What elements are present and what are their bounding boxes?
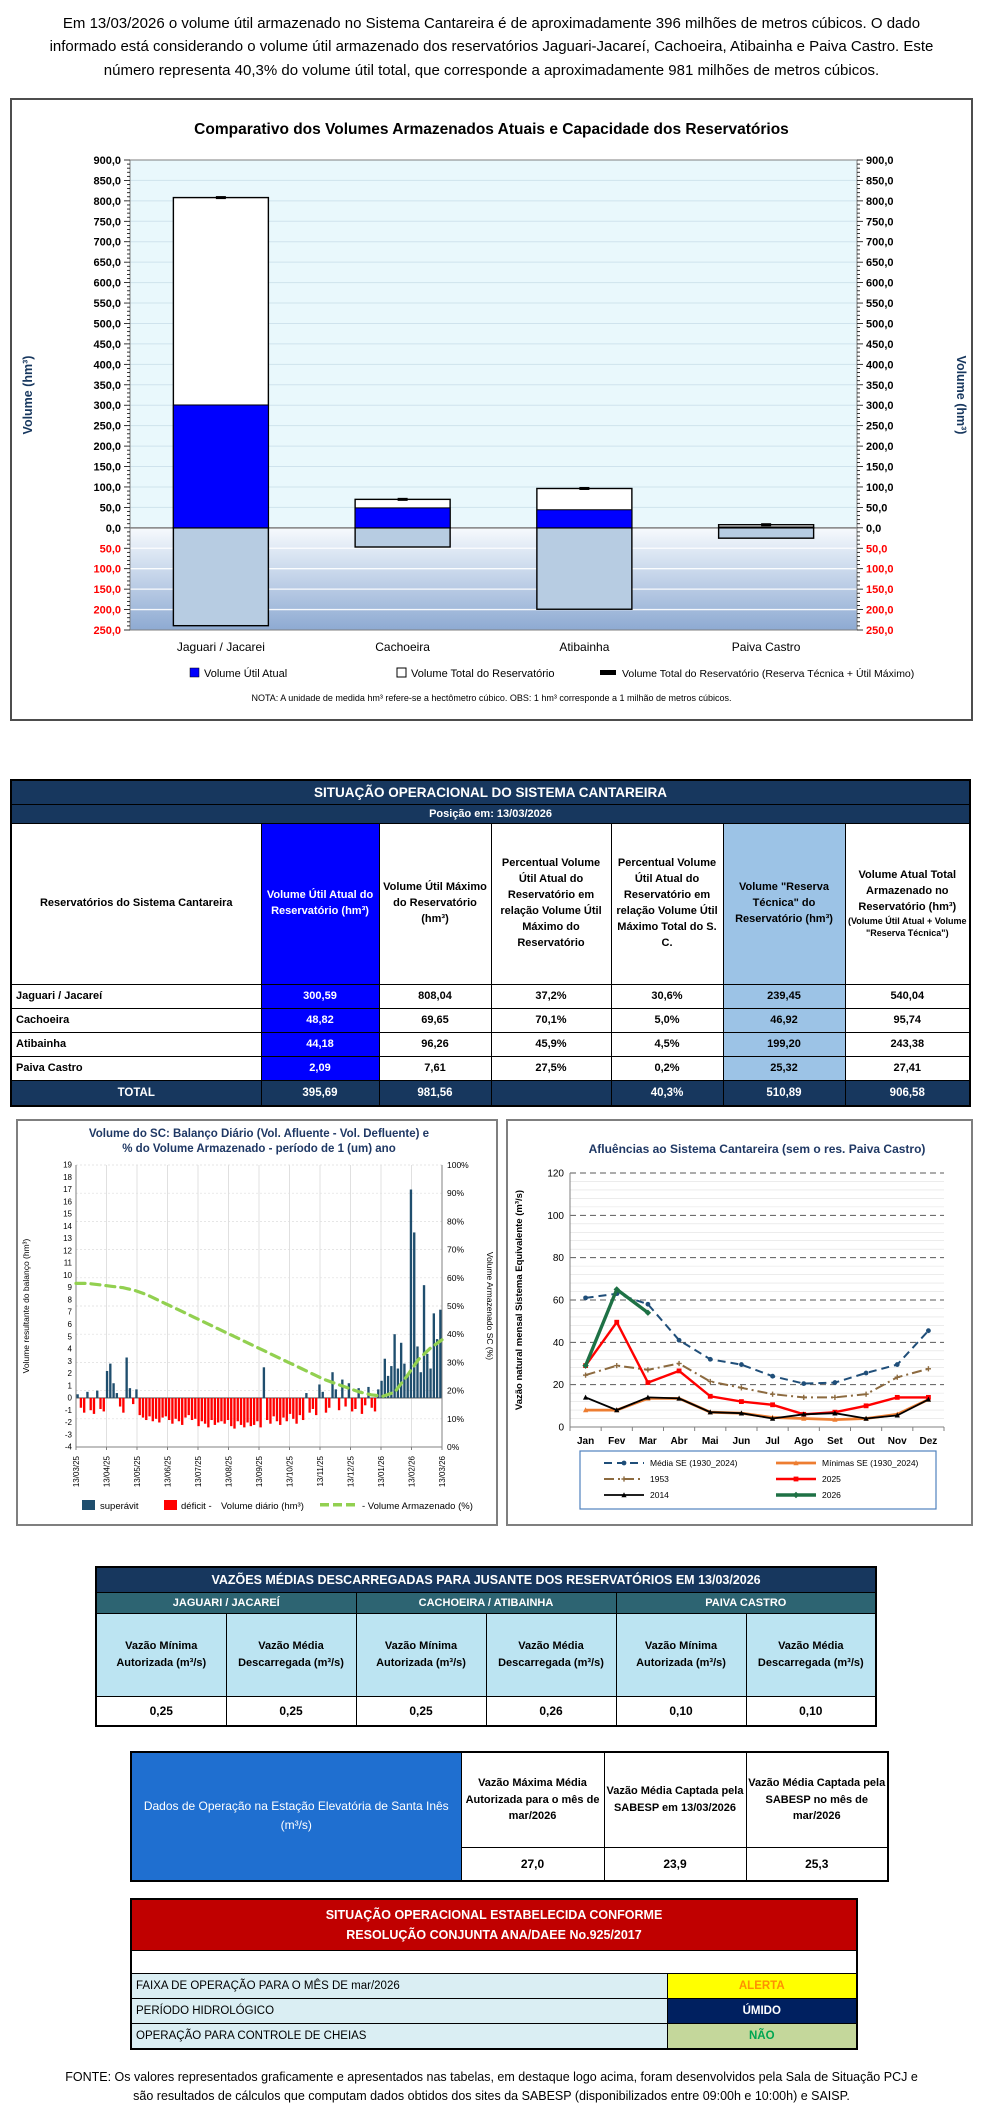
- svg-text:850,0: 850,0: [93, 175, 121, 188]
- svg-text:17: 17: [63, 1184, 72, 1194]
- svg-text:Volume Total do Reservatório: Volume Total do Reservatório: [411, 667, 555, 680]
- resolucao-spacer: [131, 1950, 857, 1973]
- svg-text:400,0: 400,0: [93, 359, 121, 372]
- svg-text:250,0: 250,0: [93, 624, 121, 637]
- santa-ines-value: 23,9: [604, 1847, 746, 1881]
- resolucao-title: SITUAÇÃO OPERACIONAL ESTABELECIDA CONFORME RESOLUÇÃO CONJUNTA ANA/DAEE No.925/2017: [131, 1899, 857, 1951]
- svg-text:40: 40: [552, 1337, 564, 1349]
- reservoir-value: 7,61: [379, 1056, 491, 1080]
- column-header-subnote: (Volume Útil Atual + Volume "Reserva Técnica"): [847, 915, 967, 938]
- total-value: 510,89: [723, 1080, 845, 1106]
- svg-text:500,0: 500,0: [866, 318, 894, 331]
- svg-text:100: 100: [547, 1210, 564, 1222]
- vazoes-column-header: Vazão Média Descarregada (m³/s): [746, 1613, 876, 1696]
- svg-text:19: 19: [63, 1160, 72, 1170]
- svg-text:150,0: 150,0: [866, 461, 894, 474]
- svg-text:13/12/25: 13/12/25: [346, 1455, 356, 1487]
- svg-text:750,0: 750,0: [93, 216, 121, 229]
- vazoes-column-header: Vazão Mínima Autorizada (m³/s): [356, 1613, 486, 1696]
- svg-text:Volume Total do Reservatório (: Volume Total do Reservatório (Reserva Técnica + Útil Máximo): [622, 667, 915, 680]
- svg-text:Volume (hm³): Volume (hm³): [21, 355, 35, 435]
- resolucao-status-badge: NÃO: [667, 2023, 857, 2049]
- vazoes-group-header: JAGUARI / JACAREÍ: [96, 1592, 356, 1613]
- svg-text:2014: 2014: [650, 1489, 669, 1500]
- total-label: TOTAL: [11, 1080, 261, 1106]
- svg-text:13/08/25: 13/08/25: [224, 1455, 234, 1487]
- svg-text:300,0: 300,0: [866, 399, 894, 412]
- svg-text:superávit: superávit: [100, 1500, 139, 1512]
- reservoir-value: 0,2%: [611, 1056, 723, 1080]
- svg-text:550,0: 550,0: [93, 297, 121, 310]
- vazoes-column-header: Vazão Mínima Autorizada (m³/s): [616, 1613, 746, 1696]
- svg-text:0%: 0%: [447, 1441, 460, 1452]
- reservoir-value: 46,92: [723, 1008, 845, 1032]
- svg-text:250,0: 250,0: [93, 420, 121, 433]
- svg-text:13/07/25: 13/07/25: [194, 1455, 203, 1487]
- svg-text:50%: 50%: [447, 1300, 465, 1311]
- svg-text:-3: -3: [64, 1430, 72, 1440]
- reservoir-value: 70,1%: [491, 1008, 611, 1032]
- svg-text:600,0: 600,0: [866, 277, 894, 290]
- svg-text:700,0: 700,0: [93, 236, 121, 249]
- reservoir-value: 95,74: [845, 1008, 970, 1032]
- reservoir-value: 44,18: [261, 1032, 379, 1056]
- reservoir-comparison-bar-chart: [12, 108, 971, 708]
- column-header: Volume "Reserva Técnica" do Reservatório (hm³): [723, 823, 845, 984]
- svg-text:16: 16: [63, 1197, 72, 1207]
- reservoir-comparison-chart-panel: [10, 98, 973, 721]
- svg-text:Mínimas SE (1930_2024): Mínimas SE (1930_2024): [822, 1457, 919, 1468]
- svg-text:60: 60: [552, 1295, 564, 1307]
- vazoes-group-header: CACHOEIRA / ATIBAINHA: [356, 1592, 616, 1613]
- svg-text:Mai: Mai: [701, 1435, 719, 1447]
- reservoir-value: 5,0%: [611, 1008, 723, 1032]
- svg-text:18: 18: [63, 1172, 72, 1182]
- svg-text:13/01/26: 13/01/26: [377, 1455, 386, 1487]
- svg-text:900,0: 900,0: [93, 154, 121, 167]
- svg-text:Mar: Mar: [639, 1435, 657, 1447]
- svg-text:Abr: Abr: [670, 1435, 688, 1447]
- svg-text:200,0: 200,0: [93, 440, 121, 453]
- svg-text:20: 20: [552, 1379, 564, 1391]
- svg-text:750,0: 750,0: [866, 216, 894, 229]
- svg-text:200,0: 200,0: [93, 604, 121, 617]
- daily-balance-chart-panel: [16, 1119, 498, 1526]
- svg-text:Cachoeira: Cachoeira: [375, 639, 430, 654]
- svg-text:Jun: Jun: [732, 1435, 751, 1447]
- svg-text:Volume diário (hm³): Volume diário (hm³): [221, 1500, 304, 1512]
- column-header: Percentual Volume Útil Atual do Reservatório em relação Volume Útil Máximo do Reservatório: [491, 823, 611, 984]
- vazoes-descarregadas-table: [95, 1566, 877, 1727]
- reservoir-value: 30,6%: [611, 984, 723, 1008]
- svg-text:1953: 1953: [650, 1473, 669, 1484]
- svg-text:20%: 20%: [447, 1385, 465, 1396]
- svg-text:0: 0: [67, 1393, 72, 1403]
- vazoes-group-header: PAIVA CASTRO: [616, 1592, 876, 1613]
- santa-ines-label: Dados de Operação na Estação Elevatória de Santa Inês (m³/s): [131, 1752, 461, 1881]
- svg-text:13/02/26: 13/02/26: [407, 1455, 417, 1487]
- total-value: 40,3%: [611, 1080, 723, 1106]
- vazoes-title: VAZÕES MÉDIAS DESCARREGADAS PARA JUSANTE DOS RESERVATÓRIOS EM 13/03/2026: [96, 1567, 876, 1593]
- vazoes-column-header: Vazão Média Descarregada (m³/s): [226, 1613, 356, 1696]
- svg-text:15: 15: [63, 1209, 72, 1219]
- santa-ines-column-header: Vazão Máxima Média Autorizada para o mês de mar/2026: [461, 1752, 604, 1848]
- svg-text:500,0: 500,0: [93, 318, 121, 331]
- svg-text:Jaguari / Jacarei: Jaguari / Jacarei: [176, 639, 265, 654]
- svg-text:450,0: 450,0: [866, 338, 894, 351]
- intro-text: Em 13/03/2026 o volume útil armazenado no Sistema Cantareira é de aproximadamente 396 milhões de metros cúbicos. O dado informado está considerando o volume útil armazenado dos reservatórios Jaguari-Jacareí, Cachoeira, Atibainha e Paiva Castro. Este número representa 40,3% do volume útil total, que corresponde a aproximadamente 981 milhões de metros cúbicos.: [49, 15, 934, 79]
- svg-text:100%: 100%: [447, 1159, 469, 1170]
- svg-text:800,0: 800,0: [866, 195, 894, 208]
- svg-text:Jan: Jan: [576, 1435, 595, 1447]
- resolucao-status-badge: ÚMIDO: [667, 1998, 857, 2023]
- svg-text:50,0: 50,0: [99, 502, 121, 515]
- svg-text:13/10/25: 13/10/25: [285, 1455, 295, 1487]
- svg-text:Atibainha: Atibainha: [559, 639, 610, 654]
- svg-text:7: 7: [67, 1307, 72, 1317]
- svg-text:60%: 60%: [447, 1272, 465, 1283]
- reservoir-value: 2,09: [261, 1056, 379, 1080]
- svg-text:200,0: 200,0: [866, 604, 894, 617]
- svg-text:% do Volume Armazenado - perío: % do Volume Armazenado - período de 1 (um) ano: [122, 1142, 396, 1155]
- svg-text:13/09/25: 13/09/25: [255, 1455, 264, 1487]
- svg-text:0,0: 0,0: [105, 522, 121, 535]
- vazoes-value: 0,25: [226, 1696, 356, 1726]
- situacao-subtitle: Posição em: 13/03/2026: [11, 804, 970, 823]
- svg-text:2026: 2026: [822, 1489, 841, 1500]
- svg-text:150,0: 150,0: [93, 583, 121, 596]
- total-value: 395,69: [261, 1080, 379, 1106]
- daily-balance-chart: [18, 1121, 496, 1519]
- fonte-text: FONTE: Os valores representados graficamente e apresentados nas tabelas, em destaque logo acima, foram desenvolvidos pela Sala de Situação PCJ e são resultados de cálculos que computam dados obtidos dos sites da SABESP (disponibilizados entre 09:00h e 10:00h) e SAISP.: [65, 2069, 918, 2103]
- svg-text:11: 11: [63, 1258, 72, 1268]
- svg-text:850,0: 850,0: [866, 175, 894, 188]
- svg-text:2: 2: [67, 1368, 72, 1378]
- reservoir-value: 808,04: [379, 984, 491, 1008]
- svg-text:30%: 30%: [447, 1357, 465, 1368]
- reservoir-value: 27,41: [845, 1056, 970, 1080]
- santa-ines-value: 27,0: [461, 1847, 604, 1881]
- svg-text:40%: 40%: [447, 1328, 465, 1339]
- santa-ines-column-header: Vazão Média Captada pela SABESP no mês de mar/2026: [746, 1752, 888, 1848]
- svg-text:5: 5: [67, 1332, 72, 1342]
- svg-text:350,0: 350,0: [93, 379, 121, 392]
- svg-text:12: 12: [63, 1246, 72, 1256]
- resolucao-row-label: FAIXA DE OPERAÇÃO PARA O MÊS DE mar/2026: [131, 1973, 667, 1998]
- svg-text:100,0: 100,0: [93, 481, 121, 494]
- svg-text:Volume resultante do balanço (: Volume resultante do balanço (hm³): [21, 1238, 31, 1374]
- situacao-title: SITUAÇÃO OPERACIONAL DO SISTEMA CANTAREIRA: [11, 780, 970, 805]
- vazoes-value: 0,25: [356, 1696, 486, 1726]
- svg-text:13/06/25: 13/06/25: [163, 1455, 173, 1487]
- svg-text:Fev: Fev: [608, 1435, 626, 1447]
- reservoir-value: 199,20: [723, 1032, 845, 1056]
- svg-text:70%: 70%: [447, 1244, 465, 1255]
- svg-text:déficit -: déficit -: [181, 1500, 212, 1512]
- svg-text:10: 10: [63, 1270, 72, 1280]
- total-value: 906,58: [845, 1080, 970, 1106]
- svg-text:Volume Útil Atual: Volume Útil Atual: [204, 667, 288, 680]
- reservoir-name: Atibainha: [11, 1032, 261, 1056]
- svg-text:Paiva Castro: Paiva Castro: [731, 639, 801, 654]
- column-header: Volume Atual Total Armazenado no Reservatório (hm³) (Volume Útil Atual + Volume "Reserva Técnica"): [845, 823, 970, 984]
- resolucao-table: [130, 1898, 858, 2050]
- svg-text:13/11/25: 13/11/25: [316, 1455, 325, 1487]
- svg-text:250,0: 250,0: [866, 624, 894, 637]
- santa-ines-table: [130, 1751, 889, 1882]
- svg-text:100,0: 100,0: [866, 563, 894, 576]
- resolucao-row-label: PERÍODO HIDROLÓGICO: [131, 1998, 667, 2023]
- svg-text:13/05/25: 13/05/25: [133, 1455, 142, 1487]
- svg-text:80: 80: [552, 1252, 564, 1264]
- svg-text:Out: Out: [857, 1435, 875, 1447]
- svg-text:13/04/25: 13/04/25: [102, 1455, 112, 1487]
- svg-text:Média SE (1930_2024): Média SE (1930_2024): [650, 1457, 738, 1468]
- svg-text:Set: Set: [827, 1435, 843, 1447]
- vazoes-column-header: Vazão Média Descarregada (m³/s): [486, 1613, 616, 1696]
- vazoes-value: 0,10: [746, 1696, 876, 1726]
- svg-text:250,0: 250,0: [866, 420, 894, 433]
- svg-text:9: 9: [67, 1282, 72, 1292]
- column-header: Percentual Volume Útil Atual do Reservatório em relação Volume Útil Máximo Total do S. C.: [611, 823, 723, 984]
- svg-text:13/03/25: 13/03/25: [72, 1455, 81, 1487]
- svg-text:3: 3: [67, 1356, 72, 1366]
- svg-text:- Volume Armazenado (%): - Volume Armazenado (%): [362, 1500, 473, 1512]
- reservoir-value: 300,59: [261, 984, 379, 1008]
- reservoir-value: 96,26: [379, 1032, 491, 1056]
- svg-text:Comparativo dos Volumes Armaze: Comparativo dos Volumes Armazenados Atuais e Capacidade dos Reservatórios: [194, 120, 789, 138]
- svg-text:200,0: 200,0: [866, 440, 894, 453]
- svg-text:-4: -4: [64, 1442, 72, 1452]
- vazoes-value: 0,26: [486, 1696, 616, 1726]
- svg-text:600,0: 600,0: [93, 277, 121, 290]
- total-value: 981,56: [379, 1080, 491, 1106]
- svg-text:Nov: Nov: [887, 1435, 907, 1447]
- svg-text:100,0: 100,0: [93, 563, 121, 576]
- reservoir-value: 48,82: [261, 1008, 379, 1032]
- svg-text:Ago: Ago: [794, 1435, 814, 1447]
- svg-text:Dez: Dez: [919, 1435, 938, 1447]
- svg-text:50,0: 50,0: [866, 502, 888, 515]
- svg-text:14: 14: [63, 1221, 72, 1231]
- svg-text:650,0: 650,0: [866, 256, 894, 269]
- svg-text:90%: 90%: [447, 1187, 465, 1198]
- svg-text:6: 6: [67, 1319, 72, 1329]
- reservoir-name: Paiva Castro: [11, 1056, 261, 1080]
- reservoir-name: Jaguari / Jacareí: [11, 984, 261, 1008]
- reservoir-name: Cachoeira: [11, 1008, 261, 1032]
- reservoir-value: 243,38: [845, 1032, 970, 1056]
- svg-text:800,0: 800,0: [93, 195, 121, 208]
- svg-text:700,0: 700,0: [866, 236, 894, 249]
- svg-text:0,0: 0,0: [866, 522, 882, 535]
- svg-text:Jul: Jul: [765, 1435, 780, 1447]
- resolucao-status-badge: ALERTA: [667, 1973, 857, 1998]
- svg-text:450,0: 450,0: [93, 338, 121, 351]
- svg-text:50,0: 50,0: [866, 543, 888, 556]
- svg-text:Vazão natural mensal Sistema: Vazão natural mensal Sistema Equivalente (m³/s): [514, 1189, 525, 1410]
- svg-text:4: 4: [67, 1344, 72, 1354]
- svg-text:Volume Armazenado SC (%): Volume Armazenado SC (%): [485, 1251, 495, 1360]
- svg-text:Afluências ao Sistema Cantarei: Afluências ao Sistema Cantareira (sem o res. Paiva Castro): [588, 1141, 926, 1156]
- reservoir-value: 69,65: [379, 1008, 491, 1032]
- svg-text:0: 0: [558, 1422, 564, 1434]
- total-value: [491, 1080, 611, 1106]
- reservoir-value: 25,32: [723, 1056, 845, 1080]
- situacao-operacional-table: [10, 779, 971, 1107]
- afluencias-chart-panel: [506, 1119, 973, 1526]
- svg-text:8: 8: [67, 1295, 72, 1305]
- svg-text:900,0: 900,0: [866, 154, 894, 167]
- svg-text:NOTA: A unidade de medida hm³: NOTA: A unidade de medida hm³ refere-se a hectômetro cúbico. OBS: 1 hm³ corresponde a 1 milhão de metros cúbicos.: [251, 692, 732, 703]
- reservoir-value: 540,04: [845, 984, 970, 1008]
- column-header: Volume Útil Máximo do Reservatório (hm³): [379, 823, 491, 984]
- svg-text:2025: 2025: [822, 1473, 841, 1484]
- svg-text:150,0: 150,0: [866, 583, 894, 596]
- svg-text:13: 13: [63, 1233, 72, 1243]
- vazoes-value: 0,10: [616, 1696, 746, 1726]
- reservoir-value: 45,9%: [491, 1032, 611, 1056]
- svg-text:10%: 10%: [447, 1413, 465, 1424]
- santa-ines-column-header: Vazão Média Captada pela SABESP em 13/03/2026: [604, 1752, 746, 1848]
- resolucao-row-label: OPERAÇÃO PARA CONTROLE DE CHEIAS: [131, 2023, 667, 2049]
- svg-text:150,0: 150,0: [93, 461, 121, 474]
- svg-text:100,0: 100,0: [866, 481, 894, 494]
- svg-text:50,0: 50,0: [99, 543, 121, 556]
- svg-text:13/03/26: 13/03/26: [438, 1455, 447, 1487]
- reservoir-value: 37,2%: [491, 984, 611, 1008]
- reservoir-value: 4,5%: [611, 1032, 723, 1056]
- svg-text:400,0: 400,0: [866, 359, 894, 372]
- column-header: Volume Útil Atual do Reservatório (hm³): [261, 823, 379, 984]
- svg-text:80%: 80%: [447, 1216, 465, 1227]
- svg-text:650,0: 650,0: [93, 256, 121, 269]
- svg-text:Volume do SC: Balanço Diário (: Volume do SC: Balanço Diário (Vol. Afluente - Vol. Defluente) e: [88, 1127, 430, 1140]
- svg-text:-2: -2: [64, 1417, 72, 1427]
- svg-text:Volume (hm³): Volume (hm³): [954, 355, 968, 435]
- afluencias-line-chart: [508, 1121, 971, 1519]
- reservoir-value: 239,45: [723, 984, 845, 1008]
- svg-text:350,0: 350,0: [866, 379, 894, 392]
- santa-ines-value: 25,3: [746, 1847, 888, 1881]
- vazoes-column-header: Vazão Mínima Autorizada (m³/s): [96, 1613, 226, 1696]
- reservoir-value: 27,5%: [491, 1056, 611, 1080]
- vazoes-value: 0,25: [96, 1696, 226, 1726]
- svg-text:300,0: 300,0: [93, 399, 121, 412]
- column-header: Reservatórios do Sistema Cantareira: [11, 823, 261, 984]
- small-charts-row: [16, 1119, 973, 1526]
- svg-text:1: 1: [67, 1381, 72, 1391]
- svg-text:-1: -1: [64, 1405, 72, 1415]
- svg-text:550,0: 550,0: [866, 297, 894, 310]
- svg-text:120: 120: [547, 1168, 564, 1180]
